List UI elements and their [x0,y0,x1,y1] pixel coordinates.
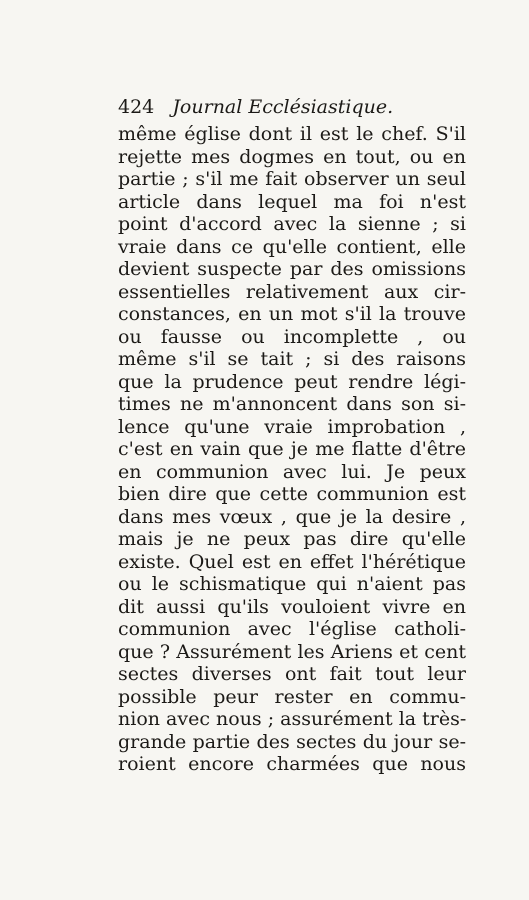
running-title: Journal Ecclésiastique. [172,96,394,118]
text-line: dans mes vœux , que je la desire , [118,505,466,528]
body-text [118,123,466,776]
text-line: communion avec l'église catholi- [118,618,466,640]
text-line: lence qu'une vraie improbation , [118,415,466,438]
text-line: devient suspecte par des omissions [118,258,466,280]
text-line: que la prudence peut rendre légi- [118,370,466,393]
text-line: sectes diverses ont fait tout leur [118,663,466,685]
text-line: ou le schismatique qui n'aient pas [118,573,466,595]
text-line: partie ; s'il me fait observer un seul [118,168,466,190]
text-line: constances, en un mot s'il la trouve [118,303,466,325]
text-line: bien dire que cette communion est [118,483,466,505]
text-line: en communion avec lui. Je peux [118,460,466,483]
text-line: dit aussi qu'ils vouloient vivre en [118,595,466,618]
text-line: c'est en vain que je me flatte d'être [118,438,466,460]
text-line: point d'accord avec la sienne ; si [118,213,466,235]
text-line: grande partie des sectes du jour se- [118,730,466,753]
text-line: ou fausse ou incomplette , ou [118,325,466,348]
page-number: 424 [118,96,155,118]
text-line: même église dont il est le chef. S'il [118,123,466,145]
text-line: essentielles relativement aux cir- [118,280,466,303]
text-line: mais je ne peux pas dire qu'elle [118,528,466,550]
text-line: existe. Quel est en effet l'hérétique [118,550,466,573]
text-line: roient encore charmées que nous [118,753,466,775]
text-line: rejette mes dogmes en tout, ou en [118,145,466,168]
text-line: même s'il se tait ; si des raisons [118,348,466,370]
page-header [118,94,393,120]
text-line: vraie dans ce qu'elle contient, elle [118,235,466,258]
text-line: que ? Assurément les Ariens et cent [118,640,466,663]
text-line: article dans lequel ma foi n'est [118,190,466,213]
text-line: times ne m'annoncent dans son si- [118,393,466,415]
text-line: possible peur rester en commu- [118,685,466,708]
text-line: nion avec nous ; assurément la très- [118,708,467,730]
